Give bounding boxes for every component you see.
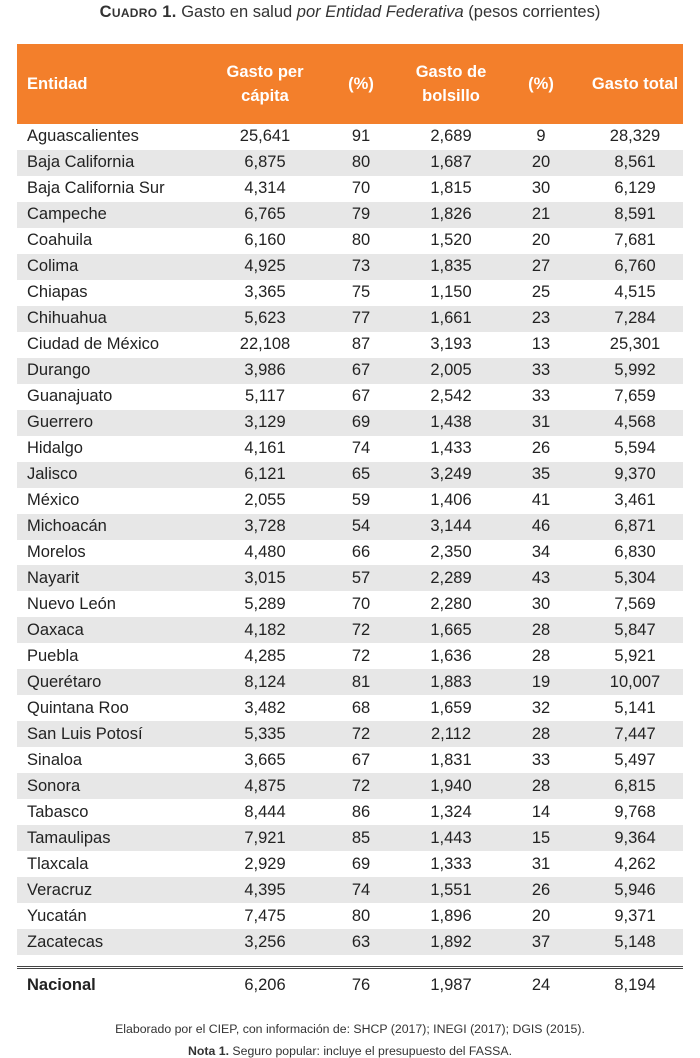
cell-per-capita: 4,395 [215,877,315,903]
cell-per-capita: 3,482 [244,698,286,717]
cell-entidad: Sinaloa [27,750,83,769]
cell-pct-2: 31 [531,854,551,873]
table-caption [0,3,700,22]
table-row [17,436,683,462]
cell-per-capita: 3,986 [215,358,315,384]
cell-bolsillo: 1,665 [407,617,495,643]
cell-pct-1: 81 [315,669,407,695]
cell-total: 6,129 [614,179,656,198]
health-spending-table [17,44,683,1002]
cell-bolsillo: 2,289 [407,565,495,591]
cell-per-capita: 4,285 [244,646,286,665]
cell-pct-1: 67 [351,387,371,406]
cell-bolsillo: 1,687 [407,150,495,176]
cell-pct-2: 33 [531,750,551,769]
total-row [17,968,683,1002]
cell-pct-2: 15 [495,825,587,851]
header-row [17,44,683,124]
cell-bolsillo: 2,112 [407,721,495,747]
table-row [17,669,683,695]
cell-bolsillo: 1,883 [407,669,495,695]
table-row [17,514,683,540]
cell-bolsillo: 1,406 [430,491,472,510]
cell-entidad: Querétaro [17,669,215,695]
cell-pct-1: 85 [315,825,407,851]
cell-pct-1: 65 [315,462,407,488]
table-row [17,851,683,877]
cell-pct-2: 30 [531,179,551,198]
cell-pct-2: 28 [531,646,551,665]
cell-bolsillo: 1,551 [407,877,495,903]
cell-pct-2: 41 [531,491,551,510]
cell-total: 9,768 [614,802,656,821]
cell-per-capita: 4,161 [244,439,286,458]
cell-pct-1: 76 [351,975,371,994]
cell-pct-1: 63 [315,929,407,955]
cell-bolsillo: 1,826 [407,202,495,228]
cell-pct-1: 66 [351,542,371,561]
cell-pct-2: 14 [531,802,551,821]
table-header [17,44,683,124]
cell-entidad: Nuevo León [27,594,116,613]
cell-entidad: Baja California [17,150,215,176]
cell-total: 5,921 [614,646,656,665]
cell-entidad: Yucatán [27,906,87,925]
cell-total: 6,830 [614,542,656,561]
cell-per-capita: 5,117 [244,387,286,406]
cell-pct-2: 9 [536,127,546,146]
cell-total: 5,992 [587,358,683,384]
cell-total: 8,591 [587,202,683,228]
cell-pct-2: 35 [495,462,587,488]
cell-entidad: Sonora [17,773,215,799]
cell-entidad: Campeche [17,202,215,228]
cell-bolsillo: 1,333 [430,854,472,873]
cell-total: 5,304 [587,565,683,591]
cell-per-capita: 6,206 [244,975,286,994]
caption-text: Gasto en salud [176,3,297,21]
cell-per-capita: 6,121 [215,462,315,488]
double-rule [17,955,683,968]
cell-total: 25,301 [609,335,661,354]
cell-pct-2: 20 [531,906,551,925]
cell-pct-2: 31 [495,410,587,436]
cell-entidad: Tamaulipas [17,825,215,851]
cell-bolsillo: 1,443 [407,825,495,851]
cell-per-capita: 3,365 [244,283,286,302]
table-row [17,202,683,228]
cell-per-capita: 4,480 [244,542,286,561]
table-row [17,929,683,955]
table-row [17,591,683,617]
cell-total: 6,815 [587,773,683,799]
cell-bolsillo: 2,542 [430,387,472,406]
cell-pct-1: 54 [315,514,407,540]
table-row [17,565,683,591]
cell-total: 9,371 [614,906,656,925]
cell-bolsillo: 1,324 [430,802,472,821]
header-per-capita: Gasto per cápita [215,44,315,124]
cell-pct-2: 43 [495,565,587,591]
table-row [17,747,683,773]
total-section [17,968,683,1002]
cell-bolsillo: 1,940 [407,773,495,799]
cell-pct-2: 46 [495,514,587,540]
cell-pct-1: 72 [351,646,371,665]
cell-pct-1: 72 [315,721,407,747]
cell-per-capita: 5,335 [215,721,315,747]
cell-pct-2: 21 [495,202,587,228]
table-row [17,903,683,929]
cell-entidad: San Luis Potosí [17,721,215,747]
table-row [17,540,683,566]
cell-per-capita: 4,182 [215,617,315,643]
cell-bolsillo: 2,280 [430,594,472,613]
cell-per-capita: 7,475 [244,906,286,925]
table-row [17,721,683,747]
cell-per-capita: 22,108 [239,335,291,354]
cell-pct-1: 73 [315,254,407,280]
cell-bolsillo: 1,636 [430,646,472,665]
cell-total: 8,561 [587,150,683,176]
cell-per-capita: 8,444 [244,802,286,821]
cell-per-capita: 4,875 [215,773,315,799]
caption-label: Cuadro 1. [99,3,177,21]
cell-total: 7,447 [587,721,683,747]
table-row [17,150,683,176]
cell-total: 7,284 [587,306,683,332]
header-bolsillo: Gasto de bolsillo [407,44,495,124]
cell-entidad: Baja California Sur [27,179,165,198]
table-row [17,877,683,903]
cell-entidad: Michoacán [17,514,215,540]
cell-pct-1: 77 [315,306,407,332]
cell-pct-2: 13 [531,335,551,354]
cell-per-capita: 3,665 [244,750,286,769]
cell-entidad: Tabasco [27,802,89,821]
footnote [0,1044,700,1058]
table-row [17,358,683,384]
cell-pct-2: 37 [495,929,587,955]
cell-total: 3,461 [614,491,656,510]
cell-per-capita: 6,160 [244,231,286,250]
caption-suffix: (pesos corrientes) [463,3,601,21]
table-row [17,617,683,643]
cell-pct-2: 34 [531,542,551,561]
cell-pct-1: 80 [351,906,371,925]
table-row [17,254,683,280]
cell-pct-1: 70 [351,179,371,198]
cell-per-capita: 4,314 [244,179,286,198]
cell-entidad: Morelos [27,542,86,561]
cell-total: 7,659 [614,387,656,406]
cell-bolsillo: 2,005 [407,358,495,384]
cell-pct-1: 68 [351,698,371,717]
cell-total: 6,871 [587,514,683,540]
cell-entidad: Chihuahua [17,306,215,332]
cell-per-capita: 6,875 [215,150,315,176]
cell-pct-2: 30 [531,594,551,613]
cell-bolsillo: 1,815 [430,179,472,198]
cell-per-capita: 3,256 [215,929,315,955]
cell-per-capita: 4,925 [215,254,315,280]
cell-bolsillo: 3,249 [407,462,495,488]
cell-entidad: Zacatecas [17,929,215,955]
cell-bolsillo: 1,835 [407,254,495,280]
cell-total: 5,148 [587,929,683,955]
cell-bolsillo: 1,433 [430,439,472,458]
cell-bolsillo: 2,350 [430,542,472,561]
table-row [17,306,683,332]
table-row [17,332,683,358]
cell-pct-2: 33 [495,358,587,384]
cell-total: 7,569 [614,594,656,613]
header-pct-2: (%) [495,44,587,124]
note-text: Seguro popular: incluye el presupuesto del FASSA. [228,1044,512,1058]
table-row [17,228,683,254]
table-row [17,695,683,721]
cell-pct-1: 75 [351,283,371,302]
header-total: Gasto total [587,44,683,124]
table-row [17,462,683,488]
cell-total: 9,370 [587,462,683,488]
cell-bolsillo: 1,987 [430,975,472,994]
caption-italic: por Entidad Federativa [296,3,464,21]
cell-entidad: Guanajuato [27,387,113,406]
cell-pct-1: 79 [315,202,407,228]
table-row [17,799,683,825]
cell-total: 5,847 [587,617,683,643]
cell-entidad: Tlaxcala [27,854,89,873]
cell-total: 5,946 [587,877,683,903]
separator [17,955,683,968]
cell-pct-2: 24 [531,975,551,994]
cell-pct-1: 74 [351,439,371,458]
cell-pct-1: 67 [351,750,371,769]
cell-per-capita: 25,641 [239,127,291,146]
cell-pct-2: 26 [495,877,587,903]
cell-entidad: Nacional [27,975,96,994]
cell-bolsillo: 1,150 [430,283,472,302]
cell-bolsillo: 1,438 [407,410,495,436]
cell-bolsillo: 3,193 [430,335,472,354]
source-note: Elaborado por el CIEP, con información de: SHCP (2017); INEGI (2017); DGIS (2015). [115,1022,585,1036]
cell-entidad: Durango [17,358,215,384]
cell-per-capita: 3,728 [215,514,315,540]
cell-entidad: Coahuila [27,231,93,250]
cell-entidad: Puebla [27,646,79,665]
table-row [17,280,683,306]
table-row [17,773,683,799]
cell-pct-1: 59 [351,491,371,510]
cell-pct-1: 86 [351,802,371,821]
cell-bolsillo: 1,661 [407,306,495,332]
cell-entidad: Colima [17,254,215,280]
cell-pct-1: 91 [351,127,371,146]
cell-entidad: Chiapas [27,283,88,302]
cell-per-capita: 2,055 [244,491,286,510]
cell-bolsillo: 2,689 [430,127,472,146]
table-row [17,384,683,410]
cell-per-capita: 6,765 [215,202,315,228]
cell-pct-2: 20 [531,231,551,250]
cell-total: 28,329 [609,127,661,146]
cell-per-capita: 5,623 [215,306,315,332]
cell-entidad: Nayarit [17,565,215,591]
cell-bolsillo: 3,144 [407,514,495,540]
cell-total: 7,681 [614,231,656,250]
table-row [17,124,683,150]
cell-total: 5,594 [614,439,656,458]
cell-pct-2: 28 [495,773,587,799]
table-row [17,176,683,202]
cell-pct-1: 87 [351,335,371,354]
cell-pct-1: 80 [351,231,371,250]
cell-pct-1: 70 [351,594,371,613]
cell-entidad: Veracruz [17,877,215,903]
cell-bolsillo: 1,892 [407,929,495,955]
cell-per-capita: 3,129 [215,410,315,436]
cell-pct-1: 74 [315,877,407,903]
cell-bolsillo: 1,831 [430,750,472,769]
cell-pct-2: 28 [495,617,587,643]
cell-pct-2: 26 [531,439,551,458]
cell-total: 4,262 [614,854,656,873]
cell-per-capita: 8,124 [215,669,315,695]
cell-entidad: Hidalgo [27,439,83,458]
cell-pct-1: 72 [315,773,407,799]
cell-pct-1: 69 [351,854,371,873]
header-pct-1: (%) [315,44,407,124]
cell-bolsillo: 1,520 [430,231,472,250]
cell-total: 4,515 [614,283,656,302]
header-entidad: Entidad [17,44,215,124]
cell-total: 5,497 [614,750,656,769]
cell-pct-1: 72 [315,617,407,643]
cell-entidad: Aguascalientes [27,127,139,146]
cell-entidad: Quintana Roo [27,698,129,717]
cell-per-capita: 5,289 [244,594,286,613]
cell-total: 6,760 [587,254,683,280]
cell-pct-2: 32 [531,698,551,717]
separator-row [17,955,683,968]
table-row [17,410,683,436]
cell-pct-2: 33 [531,387,551,406]
cell-bolsillo: 1,896 [430,906,472,925]
cell-pct-2: 27 [495,254,587,280]
cell-entidad: Guerrero [17,410,215,436]
cell-entidad: México [27,491,80,510]
table-body [17,124,683,955]
cell-per-capita: 2,929 [244,854,286,873]
cell-pct-1: 57 [315,565,407,591]
cell-pct-2: 19 [495,669,587,695]
cell-pct-2: 25 [531,283,551,302]
cell-pct-1: 69 [315,410,407,436]
cell-total: 8,194 [614,975,656,994]
cell-bolsillo: 1,659 [430,698,472,717]
cell-pct-2: 20 [495,150,587,176]
cell-per-capita: 3,015 [215,565,315,591]
table-row [17,488,683,514]
cell-total: 10,007 [587,669,683,695]
cell-entidad: Jalisco [17,462,215,488]
cell-per-capita: 7,921 [215,825,315,851]
cell-total: 5,141 [614,698,656,717]
note-label: Nota 1. [187,1044,229,1058]
cell-pct-2: 23 [495,306,587,332]
cell-total: 9,364 [587,825,683,851]
table-row [17,643,683,669]
cell-total: 4,568 [587,410,683,436]
cell-entidad: Oaxaca [17,617,215,643]
cell-pct-1: 67 [315,358,407,384]
cell-pct-2: 28 [495,721,587,747]
cell-entidad: Ciudad de México [27,335,160,354]
table-row [17,825,683,851]
cell-pct-1: 80 [315,150,407,176]
